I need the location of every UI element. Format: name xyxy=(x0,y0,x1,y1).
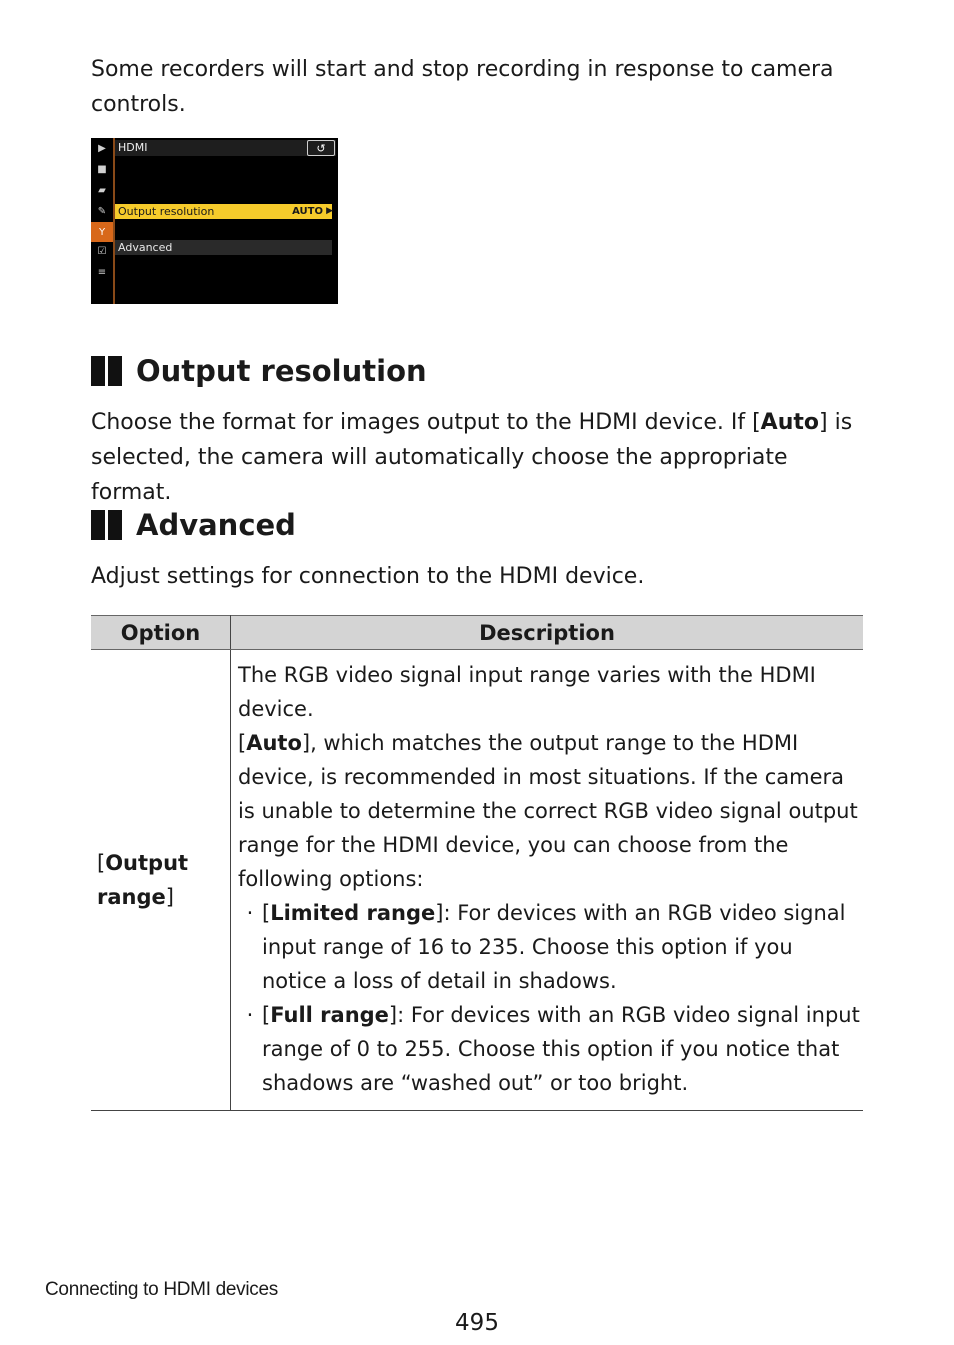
options-table xyxy=(91,615,863,1111)
advanced-description: Adjust settings for connection to the HDMI device. xyxy=(91,564,645,589)
movie-icon: ▰ xyxy=(98,184,106,196)
description-paragraph: The RGB video signal input range varies with the HDMI device. xyxy=(238,663,816,721)
bold-term: Limited range xyxy=(270,901,436,925)
camera-menu-screenshot xyxy=(91,138,338,304)
heading-text: Advanced xyxy=(136,508,296,542)
list-item xyxy=(238,998,863,1100)
bracket: [ xyxy=(238,731,247,755)
menu-title: HDMI xyxy=(118,141,148,154)
section-heading-advanced xyxy=(91,508,296,542)
menu-title-bar xyxy=(115,140,336,156)
text: ] is selected, the camera will automatically choose the appropriate format. xyxy=(91,410,853,505)
wrench-icon: Y xyxy=(91,222,113,242)
footer-chapter-title: Connecting to HDMI devices xyxy=(45,1279,278,1300)
bold-term: Full range xyxy=(270,1003,389,1027)
my-menu-icon: ≡ xyxy=(97,266,107,278)
chevron-right-icon: ▶ xyxy=(326,206,333,216)
text: ]: For devices with an RGB video signal input range of 16 to 235. Choose this option if you notice a loss of detail in shadows. xyxy=(262,901,846,993)
menu-item-label: Advanced xyxy=(118,241,173,254)
text: Choose the format for images output to the HDMI device. If [ xyxy=(91,410,761,435)
output-resolution-description xyxy=(91,405,861,510)
retouch-icon: ☑ xyxy=(97,245,107,257)
intro-paragraph: Some recorders will start and stop recording in response to camera controls. xyxy=(91,57,834,117)
option-cell xyxy=(91,650,231,1111)
bullet-icon: · xyxy=(246,1003,254,1027)
text: ], which matches the output range to the HDMI device, is recommended in most situations. If the camera is unable to determine the correct RGB video signal output range for the HDMI device, you can choose from the following options: xyxy=(238,731,858,891)
menu-item-advanced xyxy=(115,240,332,255)
bold-term: Auto xyxy=(760,410,819,435)
menu-item-label: Output resolution xyxy=(118,205,215,218)
bracket: [ xyxy=(262,1003,271,1027)
camera-icon: ■ xyxy=(97,163,107,175)
menu-item-output-resolution xyxy=(115,204,332,219)
description-paragraph xyxy=(238,726,863,896)
table-row xyxy=(91,650,863,1111)
table-header-row xyxy=(91,616,863,650)
description-cell xyxy=(231,650,864,1111)
heading-marker-icon xyxy=(91,356,122,386)
bracket: [ xyxy=(262,901,271,925)
back-icon: ↺ xyxy=(307,140,335,156)
text: ]: For devices with an RGB video signal input range of 0 to 255. Choose this option if you notice that shadows are “washed out” or too bright. xyxy=(262,1003,860,1095)
playback-icon: ▶ xyxy=(98,142,106,154)
option-name: Output range xyxy=(97,851,189,909)
bullet-icon: · xyxy=(246,901,254,925)
menu-tab-column xyxy=(91,138,115,304)
column-header-description: Description xyxy=(231,616,864,650)
column-header-option: Option xyxy=(91,616,231,650)
pencil-icon: ✎ xyxy=(97,205,107,217)
bold-term: Auto xyxy=(246,731,302,755)
list-item xyxy=(238,896,863,998)
heading-text: Output resolution xyxy=(136,354,427,388)
bracket: ] xyxy=(165,885,174,909)
section-heading-output-resolution xyxy=(91,354,427,388)
heading-marker-icon xyxy=(91,510,122,540)
page-number: 495 xyxy=(455,1310,499,1336)
bracket: [ xyxy=(97,851,106,875)
menu-item-value: AUTO xyxy=(292,206,323,217)
